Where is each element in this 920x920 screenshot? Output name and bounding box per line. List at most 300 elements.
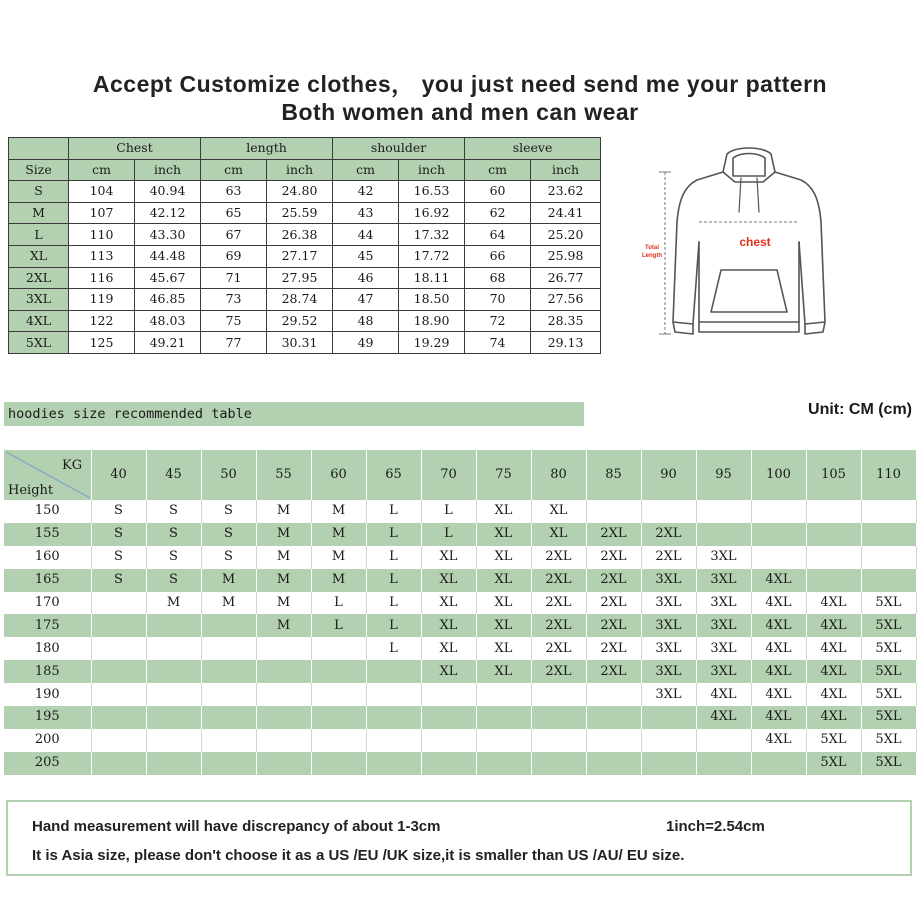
recommend-size-cell: M bbox=[256, 500, 311, 523]
recommend-size-cell bbox=[91, 752, 146, 775]
recommend-size-cell bbox=[256, 729, 311, 752]
size-value-cell: 16.92 bbox=[399, 202, 465, 224]
recommend-size-cell: 3XL bbox=[641, 683, 696, 706]
recommend-size-cell: 3XL bbox=[641, 637, 696, 660]
recommend-size-cell bbox=[146, 729, 201, 752]
weight-header-cell: 45 bbox=[146, 450, 201, 500]
height-cell: 155 bbox=[4, 523, 91, 546]
recommend-size-cell bbox=[861, 546, 916, 569]
recommend-size-cell: 4XL bbox=[806, 683, 861, 706]
size-value-cell: 25.20 bbox=[531, 224, 601, 246]
recommend-size-cell: S bbox=[91, 523, 146, 546]
recommend-size-cell: 2XL bbox=[641, 546, 696, 569]
size-group-header-row bbox=[9, 138, 601, 160]
recommend-size-cell: 4XL bbox=[806, 706, 861, 729]
height-cell: 160 bbox=[4, 546, 91, 569]
recommend-size-cell bbox=[861, 523, 916, 546]
recommend-size-cell: 4XL bbox=[806, 637, 861, 660]
unit-header-cell: cm bbox=[333, 159, 399, 181]
recommend-size-cell: XL bbox=[421, 592, 476, 615]
recommend-size-cell bbox=[696, 523, 751, 546]
recommend-size-cell: 2XL bbox=[531, 546, 586, 569]
height-cell: 205 bbox=[4, 752, 91, 775]
size-value-cell: 68 bbox=[465, 267, 531, 289]
recommend-size-cell: 2XL bbox=[586, 637, 641, 660]
recommend-size-cell bbox=[641, 729, 696, 752]
recommend-size-cell: M bbox=[311, 569, 366, 592]
recommend-size-cell: XL bbox=[476, 637, 531, 660]
weight-header-cell: 95 bbox=[696, 450, 751, 500]
size-row bbox=[9, 202, 601, 224]
recommend-size-cell: 5XL bbox=[861, 706, 916, 729]
height-cell: 185 bbox=[4, 660, 91, 683]
recommend-size-cell: L bbox=[366, 546, 421, 569]
recommend-size-cell bbox=[696, 752, 751, 775]
recommend-size-cell bbox=[91, 729, 146, 752]
recommend-size-cell: M bbox=[311, 523, 366, 546]
size-name-cell: XL bbox=[9, 245, 69, 267]
size-value-cell: 43 bbox=[333, 202, 399, 224]
recommend-size-cell: S bbox=[201, 523, 256, 546]
recommend-size-cell bbox=[586, 706, 641, 729]
recommend-size-cell bbox=[751, 500, 806, 523]
size-value-cell: 28.35 bbox=[531, 310, 601, 332]
recommend-size-cell bbox=[806, 523, 861, 546]
recommend-row bbox=[4, 660, 916, 683]
recommend-size-cell: S bbox=[146, 523, 201, 546]
recommend-size-cell: 4XL bbox=[751, 660, 806, 683]
size-value-cell: 40.94 bbox=[135, 181, 201, 203]
size-value-cell: 42 bbox=[333, 181, 399, 203]
recommend-size-cell: L bbox=[311, 592, 366, 615]
recommend-size-cell: M bbox=[201, 592, 256, 615]
size-value-cell: 28.74 bbox=[267, 289, 333, 311]
recommend-size-cell: 4XL bbox=[751, 614, 806, 637]
note-asia-size: It is Asia size, please don't choose it as a US /EU /UK size,it is smaller than US /AU/ EU size. bbox=[32, 847, 685, 864]
recommend-size-cell: M bbox=[256, 592, 311, 615]
weight-header-cell: 75 bbox=[476, 450, 531, 500]
recommend-size-cell: 2XL bbox=[586, 546, 641, 569]
size-value-cell: 122 bbox=[69, 310, 135, 332]
weight-header-cell: 55 bbox=[256, 450, 311, 500]
size-value-cell: 67 bbox=[201, 224, 267, 246]
size-value-cell: 25.59 bbox=[267, 202, 333, 224]
recommend-size-cell bbox=[861, 500, 916, 523]
recommend-size-cell: S bbox=[201, 500, 256, 523]
recommend-size-cell bbox=[146, 637, 201, 660]
size-value-cell: 48 bbox=[333, 310, 399, 332]
recommend-size-cell bbox=[201, 683, 256, 706]
recommend-row bbox=[4, 683, 916, 706]
recommend-size-cell bbox=[201, 752, 256, 775]
corner-cell bbox=[4, 450, 91, 500]
note-conversion: 1inch=2.54cm bbox=[666, 818, 765, 835]
recommend-size-cell: 3XL bbox=[641, 569, 696, 592]
recommend-size-cell bbox=[256, 637, 311, 660]
size-row bbox=[9, 289, 601, 311]
size-value-cell: 46.85 bbox=[135, 289, 201, 311]
recommend-size-cell: L bbox=[366, 614, 421, 637]
recommend-size-cell bbox=[531, 706, 586, 729]
height-cell: 180 bbox=[4, 637, 91, 660]
note-discrepancy: Hand measurement will have discrepancy of about 1-3cm bbox=[32, 818, 441, 835]
recommend-size-cell: M bbox=[146, 592, 201, 615]
size-value-cell: 113 bbox=[69, 245, 135, 267]
size-row bbox=[9, 181, 601, 203]
recommend-size-cell: S bbox=[146, 546, 201, 569]
size-value-cell: 18.50 bbox=[399, 289, 465, 311]
size-value-cell: 29.52 bbox=[267, 310, 333, 332]
unit-header-cell: inch bbox=[531, 159, 601, 181]
size-value-cell: 49.21 bbox=[135, 332, 201, 354]
size-value-cell: 47 bbox=[333, 289, 399, 311]
length-label-1: Total bbox=[645, 245, 659, 251]
recommend-size-cell bbox=[421, 729, 476, 752]
size-value-cell: 27.56 bbox=[531, 289, 601, 311]
recommend-size-cell: 4XL bbox=[696, 706, 751, 729]
page-title: Accept Customize clothes， you just need send me your pattern bbox=[92, 71, 828, 97]
size-value-cell: 110 bbox=[69, 224, 135, 246]
unit-header-cell: inch bbox=[399, 159, 465, 181]
weight-header-cell: 80 bbox=[531, 450, 586, 500]
recommend-size-cell bbox=[146, 752, 201, 775]
recommend-size-cell: 4XL bbox=[751, 729, 806, 752]
recommend-size-cell: 2XL bbox=[531, 637, 586, 660]
recommend-size-cell: S bbox=[91, 546, 146, 569]
size-unit-header-row bbox=[9, 159, 601, 181]
recommend-size-cell: M bbox=[256, 569, 311, 592]
size-value-cell: 60 bbox=[465, 181, 531, 203]
recommend-size-cell: 3XL bbox=[641, 660, 696, 683]
recommend-size-cell: 2XL bbox=[586, 592, 641, 615]
recommend-size-cell: 2XL bbox=[531, 592, 586, 615]
recommend-size-cell: 5XL bbox=[861, 614, 916, 637]
recommend-size-cell: 4XL bbox=[806, 592, 861, 615]
height-cell: 165 bbox=[4, 569, 91, 592]
recommend-size-cell bbox=[531, 683, 586, 706]
size-name-cell: M bbox=[9, 202, 69, 224]
recommend-size-cell: 5XL bbox=[806, 729, 861, 752]
recommend-row bbox=[4, 546, 916, 569]
recommend-size-cell bbox=[476, 706, 531, 729]
recommend-size-cell: 5XL bbox=[861, 683, 916, 706]
size-value-cell: 72 bbox=[465, 310, 531, 332]
size-value-cell: 65 bbox=[201, 202, 267, 224]
recommend-size-cell bbox=[311, 706, 366, 729]
chest-label: chest bbox=[739, 235, 771, 249]
height-cell: 170 bbox=[4, 592, 91, 615]
kg-label: KG bbox=[62, 458, 83, 473]
recommend-size-cell bbox=[201, 729, 256, 752]
recommend-size-cell: 4XL bbox=[696, 683, 751, 706]
recommend-size-cell bbox=[91, 637, 146, 660]
recommend-size-cell bbox=[91, 683, 146, 706]
weight-header-cell: 65 bbox=[366, 450, 421, 500]
recommend-size-cell: 5XL bbox=[861, 592, 916, 615]
size-value-cell: 23.62 bbox=[531, 181, 601, 203]
recommend-size-cell bbox=[366, 729, 421, 752]
recommend-size-cell: XL bbox=[476, 614, 531, 637]
group-header-cell: shoulder bbox=[333, 138, 465, 160]
recommend-size-cell: 3XL bbox=[696, 614, 751, 637]
recommend-size-cell: XL bbox=[421, 614, 476, 637]
recommend-size-cell: XL bbox=[421, 637, 476, 660]
recommend-size-cell: L bbox=[366, 500, 421, 523]
recommend-size-cell: 4XL bbox=[751, 683, 806, 706]
recommend-size-cell: XL bbox=[476, 500, 531, 523]
recommend-size-cell bbox=[146, 706, 201, 729]
recommend-size-cell: 3XL bbox=[696, 637, 751, 660]
recommend-size-cell: S bbox=[201, 546, 256, 569]
recommend-row bbox=[4, 614, 916, 637]
recommend-size-cell bbox=[751, 546, 806, 569]
recommend-size-cell: 3XL bbox=[641, 614, 696, 637]
size-value-cell: 26.77 bbox=[531, 267, 601, 289]
recommend-size-cell bbox=[201, 660, 256, 683]
weight-header-cell: 70 bbox=[421, 450, 476, 500]
recommend-size-cell bbox=[806, 500, 861, 523]
recommend-size-cell bbox=[256, 706, 311, 729]
recommend-size-cell: M bbox=[311, 500, 366, 523]
size-value-cell: 25.98 bbox=[531, 245, 601, 267]
group-header-cell: length bbox=[201, 138, 333, 160]
recommend-size-cell: L bbox=[366, 569, 421, 592]
recommend-size-cell: 5XL bbox=[861, 637, 916, 660]
recommend-size-cell bbox=[146, 614, 201, 637]
recommend-row bbox=[4, 752, 916, 775]
recommend-size-cell bbox=[751, 523, 806, 546]
size-value-cell: 75 bbox=[201, 310, 267, 332]
recommend-size-cell bbox=[201, 706, 256, 729]
size-value-cell: 70 bbox=[465, 289, 531, 311]
recommend-size-cell: 3XL bbox=[696, 569, 751, 592]
size-value-cell: 24.41 bbox=[531, 202, 601, 224]
recommend-size-cell bbox=[806, 546, 861, 569]
size-value-cell: 63 bbox=[201, 181, 267, 203]
size-value-cell: 104 bbox=[69, 181, 135, 203]
size-row bbox=[9, 224, 601, 246]
size-value-cell: 44 bbox=[333, 224, 399, 246]
recommend-size-cell bbox=[861, 569, 916, 592]
recommend-size-cell bbox=[91, 614, 146, 637]
recommend-size-cell bbox=[531, 729, 586, 752]
recommend-size-cell: 2XL bbox=[586, 569, 641, 592]
recommend-size-cell bbox=[91, 660, 146, 683]
size-value-cell: 17.32 bbox=[399, 224, 465, 246]
height-cell: 150 bbox=[4, 500, 91, 523]
recommend-size-cell: M bbox=[311, 546, 366, 569]
note-box bbox=[6, 800, 912, 876]
recommend-size-cell bbox=[201, 637, 256, 660]
recommend-size-cell bbox=[311, 683, 366, 706]
recommend-size-cell bbox=[421, 706, 476, 729]
recommend-size-cell bbox=[531, 752, 586, 775]
size-name-cell: 5XL bbox=[9, 332, 69, 354]
recommend-size-cell bbox=[311, 729, 366, 752]
weight-header-cell: 90 bbox=[641, 450, 696, 500]
unit-header-cell: cm bbox=[69, 159, 135, 181]
size-value-cell: 71 bbox=[201, 267, 267, 289]
size-value-cell: 66 bbox=[465, 245, 531, 267]
recommend-size-cell: 4XL bbox=[806, 660, 861, 683]
size-row bbox=[9, 245, 601, 267]
recommend-size-cell: XL bbox=[476, 569, 531, 592]
recommend-row bbox=[4, 500, 916, 523]
size-value-cell: 27.17 bbox=[267, 245, 333, 267]
recommend-size-cell: L bbox=[366, 592, 421, 615]
recommend-size-cell: L bbox=[366, 637, 421, 660]
recommend-size-cell: M bbox=[256, 546, 311, 569]
size-value-cell: 64 bbox=[465, 224, 531, 246]
size-value-cell: 24.80 bbox=[267, 181, 333, 203]
recommend-size-cell: 2XL bbox=[531, 660, 586, 683]
recommend-size-cell: XL bbox=[476, 660, 531, 683]
recommend-size-cell bbox=[311, 752, 366, 775]
size-value-cell: 73 bbox=[201, 289, 267, 311]
size-row bbox=[9, 332, 601, 354]
recommend-size-cell bbox=[256, 752, 311, 775]
recommend-table bbox=[4, 450, 917, 775]
recommend-row bbox=[4, 592, 916, 615]
recommend-table-label: hoodies size recommended table bbox=[4, 402, 584, 426]
recommend-size-cell bbox=[696, 500, 751, 523]
recommend-size-cell: L bbox=[421, 523, 476, 546]
unit-header-cell: cm bbox=[201, 159, 267, 181]
recommend-row bbox=[4, 569, 916, 592]
height-cell: 195 bbox=[4, 706, 91, 729]
recommend-size-cell: XL bbox=[476, 523, 531, 546]
unit-label: Unit: CM (cm) bbox=[808, 401, 912, 418]
recommend-size-cell bbox=[91, 592, 146, 615]
recommend-size-cell bbox=[586, 683, 641, 706]
size-value-cell: 27.95 bbox=[267, 267, 333, 289]
hoodie-diagram bbox=[635, 142, 860, 347]
size-value-cell: 77 bbox=[201, 332, 267, 354]
recommend-row bbox=[4, 729, 916, 752]
recommend-size-cell: 2XL bbox=[586, 614, 641, 637]
recommend-size-cell bbox=[366, 752, 421, 775]
weight-header-cell: 50 bbox=[201, 450, 256, 500]
size-value-cell: 42.12 bbox=[135, 202, 201, 224]
length-label-2: Length bbox=[642, 253, 662, 259]
recommend-size-cell: 5XL bbox=[861, 660, 916, 683]
recommend-size-cell: 2XL bbox=[531, 614, 586, 637]
recommend-size-cell: 4XL bbox=[751, 706, 806, 729]
recommend-size-cell: XL bbox=[421, 569, 476, 592]
recommend-size-cell bbox=[641, 500, 696, 523]
size-name-cell: 4XL bbox=[9, 310, 69, 332]
recommend-size-cell: L bbox=[311, 614, 366, 637]
size-header-cell: Size bbox=[9, 159, 69, 181]
size-value-cell: 116 bbox=[69, 267, 135, 289]
size-value-cell: 48.03 bbox=[135, 310, 201, 332]
recommend-size-cell: 4XL bbox=[751, 569, 806, 592]
size-value-cell: 45.67 bbox=[135, 267, 201, 289]
size-name-cell: S bbox=[9, 181, 69, 203]
recommend-size-cell bbox=[696, 729, 751, 752]
recommend-size-cell: 2XL bbox=[586, 523, 641, 546]
unit-header-cell: inch bbox=[267, 159, 333, 181]
recommend-size-cell: 5XL bbox=[806, 752, 861, 775]
unit-header-cell: cm bbox=[465, 159, 531, 181]
recommend-size-cell: XL bbox=[421, 660, 476, 683]
group-header-cell: sleeve bbox=[465, 138, 601, 160]
recommend-size-cell: XL bbox=[531, 523, 586, 546]
recommend-size-cell: 2XL bbox=[531, 569, 586, 592]
size-value-cell: 19.29 bbox=[399, 332, 465, 354]
recommend-size-cell bbox=[586, 500, 641, 523]
weight-header-cell: 100 bbox=[751, 450, 806, 500]
recommend-size-cell bbox=[641, 752, 696, 775]
recommend-size-cell bbox=[641, 706, 696, 729]
size-chart-table bbox=[8, 137, 601, 354]
height-cell: 175 bbox=[4, 614, 91, 637]
weight-header-cell: 40 bbox=[91, 450, 146, 500]
recommend-size-cell bbox=[751, 752, 806, 775]
size-name-cell: 2XL bbox=[9, 267, 69, 289]
size-value-cell: 17.72 bbox=[399, 245, 465, 267]
recommend-size-cell bbox=[146, 683, 201, 706]
page-subtitle: Both women and men can wear bbox=[281, 99, 639, 125]
recommend-size-cell bbox=[421, 752, 476, 775]
recommend-size-cell: 5XL bbox=[861, 729, 916, 752]
recommend-size-cell bbox=[311, 637, 366, 660]
recommend-size-cell: 4XL bbox=[751, 637, 806, 660]
height-cell: 200 bbox=[4, 729, 91, 752]
recommend-size-cell bbox=[476, 683, 531, 706]
recommend-size-cell: 4XL bbox=[806, 614, 861, 637]
height-cell: 190 bbox=[4, 683, 91, 706]
weight-header-cell: 105 bbox=[806, 450, 861, 500]
recommend-size-cell: 2XL bbox=[641, 523, 696, 546]
size-value-cell: 107 bbox=[69, 202, 135, 224]
size-value-cell: 26.38 bbox=[267, 224, 333, 246]
recommend-size-cell bbox=[256, 683, 311, 706]
recommend-size-cell: S bbox=[91, 569, 146, 592]
size-value-cell: 69 bbox=[201, 245, 267, 267]
recommend-size-cell: XL bbox=[476, 546, 531, 569]
weight-header-cell: 110 bbox=[861, 450, 916, 500]
recommend-size-cell: M bbox=[201, 569, 256, 592]
recommend-size-cell: 3XL bbox=[696, 660, 751, 683]
recommend-size-cell: S bbox=[146, 500, 201, 523]
size-value-cell: 44.48 bbox=[135, 245, 201, 267]
recommend-size-cell bbox=[586, 752, 641, 775]
recommend-size-cell bbox=[146, 660, 201, 683]
recommend-size-cell: XL bbox=[531, 500, 586, 523]
size-value-cell: 29.13 bbox=[531, 332, 601, 354]
size-name-cell: 3XL bbox=[9, 289, 69, 311]
recommend-size-cell bbox=[476, 729, 531, 752]
recommend-size-cell: 5XL bbox=[861, 752, 916, 775]
recommend-size-cell: M bbox=[256, 523, 311, 546]
recommend-size-cell: S bbox=[146, 569, 201, 592]
recommend-row bbox=[4, 637, 916, 660]
recommend-size-cell bbox=[201, 614, 256, 637]
size-value-cell: 74 bbox=[465, 332, 531, 354]
size-name-cell: L bbox=[9, 224, 69, 246]
recommend-size-cell bbox=[256, 660, 311, 683]
recommend-size-cell: XL bbox=[421, 546, 476, 569]
weight-header-cell: 60 bbox=[311, 450, 366, 500]
recommend-row bbox=[4, 523, 916, 546]
recommend-size-cell: L bbox=[421, 500, 476, 523]
height-label: Height bbox=[8, 483, 54, 498]
recommend-size-cell bbox=[366, 660, 421, 683]
recommend-size-cell: 3XL bbox=[696, 546, 751, 569]
size-value-cell: 43.30 bbox=[135, 224, 201, 246]
recommend-size-cell: 4XL bbox=[751, 592, 806, 615]
